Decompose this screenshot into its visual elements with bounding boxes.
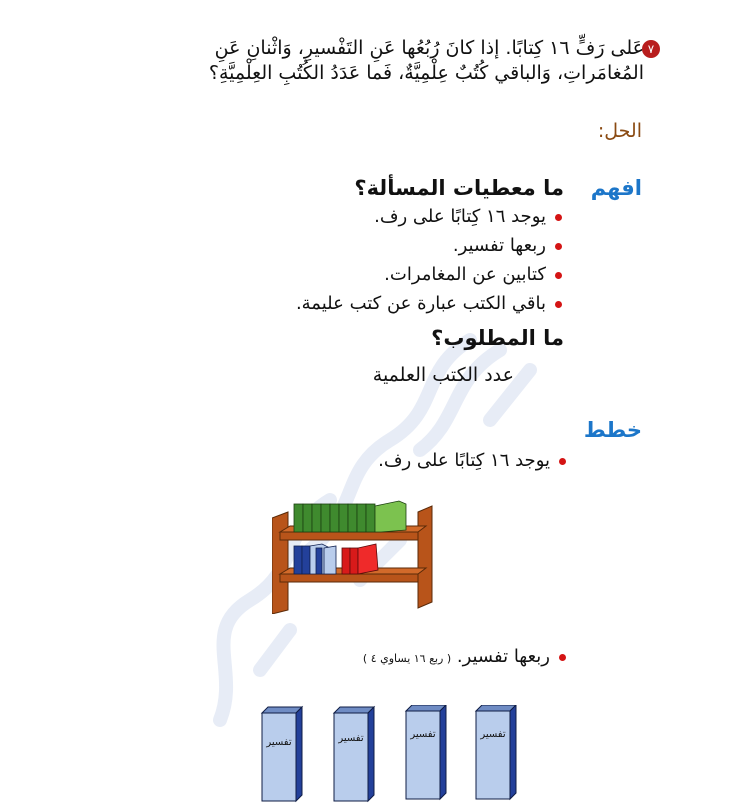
solution-label: الحل:: [597, 120, 642, 142]
tafsir-book: [406, 705, 446, 799]
givens-list: [296, 202, 564, 318]
problem-number-badge: ٧: [642, 40, 660, 58]
givens-item: يوجد ١٦ كِتابًا على رف.: [296, 202, 564, 231]
plan-step-2: [363, 642, 568, 673]
tafsir-book: [262, 707, 302, 801]
givens-item: باقي الكتب عبارة عن كتب عليمة.: [296, 289, 564, 318]
tafsir-book: [476, 705, 516, 799]
tafsir-book-label: تفسير: [410, 729, 436, 740]
problem-text: عَلى رَفٍّ ١٦ كِتابًا. إذا كانَ رُبُعُها عَنِ التَفْسيرِ، وَاثْنانِ عَنِ المُغامَراتِ، وَالباقي كُتُبٌ عِلْمِيَّةٌ، فَما عَدَدُ الكُتُبِ العِلْمِيَّةِ؟: [208, 37, 644, 84]
bookshelf-illustration: [272, 498, 440, 614]
givens-item: ربعها تفسير.: [296, 231, 564, 260]
plan-step-2-note: ( ربع ١٦ يساوي ٤ ): [362, 652, 452, 665]
required-question: ما المطلوب؟: [431, 326, 564, 350]
plan-step-1: يوجد ١٦ كِتابًا على رف.: [378, 446, 568, 475]
tafsir-book-label: تفسير: [338, 733, 364, 744]
givens-question: ما معطيات المسألة؟: [354, 176, 564, 200]
tafsir-book: [334, 707, 374, 801]
plan-step-2-text: ربعها تفسير.: [456, 646, 550, 667]
tafsir-book-label: تفسير: [266, 737, 292, 748]
required-answer: عدد الكتب العلمية: [372, 364, 514, 386]
givens-item: كتابين عن المغامرات.: [296, 260, 564, 289]
plan-step1-list: [378, 446, 568, 475]
tafsir-books-illustration: [258, 705, 520, 803]
plan-step2-list: [363, 642, 568, 673]
plan-title: خطط: [583, 418, 642, 442]
understand-title: افهم: [590, 176, 642, 200]
tafsir-book-label: تفسير: [480, 729, 506, 740]
